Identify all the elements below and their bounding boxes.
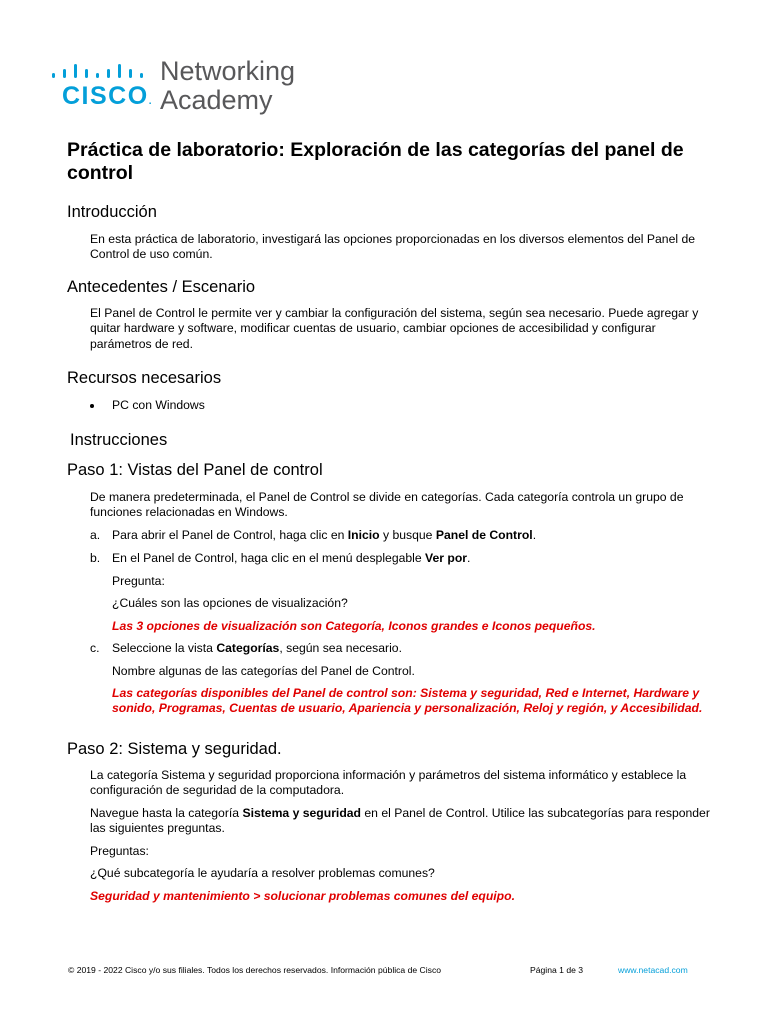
resources-heading: Recursos necesarios: [67, 369, 222, 387]
instructions-heading: Instrucciones: [70, 431, 168, 449]
step1-a-text: Para abrir el Panel de Control, haga clic en Inicio y busque Panel de Control.: [112, 528, 537, 542]
cisco-bridge-icon: [52, 64, 150, 78]
step1-b-text: En el Panel de Control, haga clic en el menú desplegable Ver por.: [112, 551, 471, 565]
background-text: El Panel de Control le permite ver y cambiar la configuración del sistema, según sea necesario. Puede agregar y quitar hardware y software, modificar cuentas de usuario, cambiar opciones de accesibilidad y configurar parámetros de red.: [90, 306, 699, 351]
step2-p2: Navegue hasta la categoría Sistema y seguridad en el Panel de Control. Utilice las subcategorías para responder las siguientes preguntas.: [90, 806, 710, 836]
step2-question: ¿Qué subcategoría le ayudaría a resolver problemas comunes?: [90, 866, 435, 880]
footer-url-link[interactable]: www.netacad.com: [618, 965, 688, 975]
step1-answer-2: Las categorías disponibles del Panel de control son: Sistema y seguridad, Red e Internet, Hardware y sonido, Programas, Cuentas de usuario, Apariencia y personalización, Reloj y región, y Accesibilidad.: [112, 686, 703, 716]
step2-answer: Seguridad y mantenimiento > solucionar problemas comunes del equipo.: [90, 889, 515, 903]
background-heading: Antecedentes / Escenario: [67, 278, 256, 296]
footer-page-number: Página 1 de 3: [530, 965, 584, 975]
step1-question: ¿Cuáles son las opciones de visualización?: [112, 596, 348, 610]
step1-heading: Paso 1: Vistas del Panel de control: [67, 461, 323, 479]
logo-line-academy: Academy: [160, 85, 273, 115]
step2-questions-label: Preguntas:: [90, 844, 149, 858]
resource-item: PC con Windows: [112, 398, 205, 412]
cisco-networking-academy-logo: [52, 56, 312, 120]
cisco-wordmark: CISCO.: [62, 82, 152, 110]
question-label: Pregunta:: [112, 574, 165, 588]
footer-copyright: © 2019 - 2022 Cisco y/o sus filiales. Todos los derechos reservados. Información pública de Cisco: [68, 965, 442, 975]
intro-text: En esta práctica de laboratorio, investigará las opciones proporcionadas en los diversos elementos del Panel de Control de uso común.: [90, 232, 695, 262]
step1-c-text: Seleccione la vista Categorías, según sea necesario.: [112, 641, 402, 655]
step1-c-label: c.: [90, 641, 100, 655]
intro-heading: Introducción: [67, 203, 157, 221]
step1-c-prompt: Nombre algunas de las categorías del Panel de Control.: [112, 664, 415, 678]
step1-answer-1: Las 3 opciones de visualización son Categoría, Iconos grandes e Iconos pequeños.: [112, 619, 596, 633]
step2-p1: La categoría Sistema y seguridad proporciona información y parámetros del sistema informático y establece la configuración de seguridad de la computadora.: [90, 768, 687, 798]
step2-heading: Paso 2: Sistema y seguridad.: [67, 740, 282, 758]
step1-b-label: b.: [90, 551, 101, 565]
document-title: Práctica de laboratorio: Exploración de las categorías del panel de control: [67, 139, 684, 184]
step1-intro: De manera predeterminada, el Panel de Control se divide en categorías. Cada categoría controla un grupo de funciones relacionadas en Windows.: [90, 490, 684, 520]
bullet-icon: [90, 404, 94, 408]
step1-a-label: a.: [90, 528, 101, 542]
logo-line-networking: Networking: [160, 56, 296, 86]
